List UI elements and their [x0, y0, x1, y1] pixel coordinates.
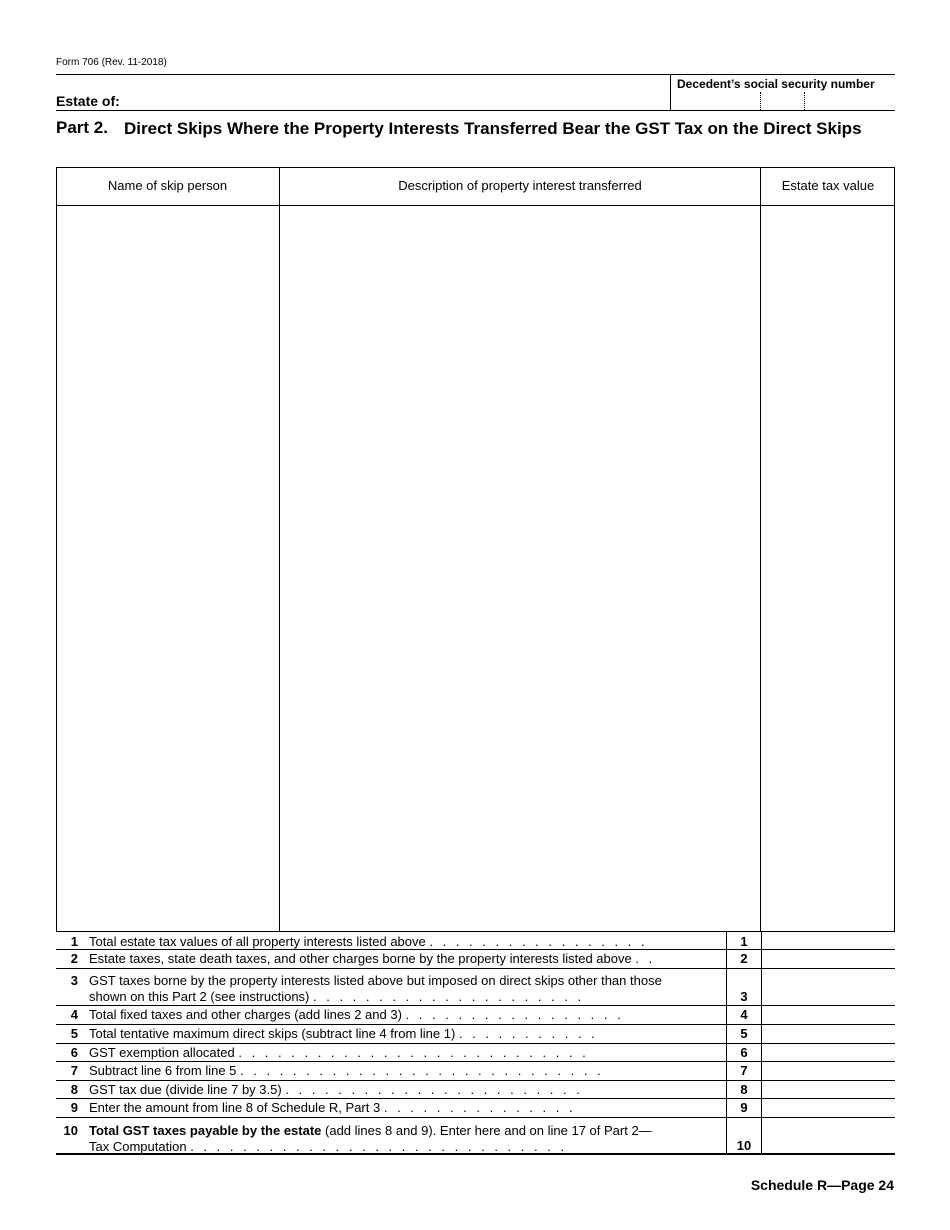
line-number: 10	[63, 1123, 78, 1138]
line-box: 9	[726, 1099, 762, 1117]
line-row	[56, 969, 895, 1006]
line-number: 9	[70, 1100, 78, 1115]
property-table	[56, 167, 895, 932]
line-box: 8	[726, 1081, 762, 1098]
line-8-amount[interactable]	[761, 1081, 895, 1098]
line-number: 1	[70, 934, 78, 949]
line-text: Total estate tax values of all property interests listed above . . . . . . . . . . . . . . . . .	[89, 934, 648, 949]
line-number: 4	[70, 1007, 78, 1022]
line-row	[56, 1062, 895, 1081]
line-row	[56, 1118, 895, 1155]
line-row	[56, 1099, 895, 1118]
page-footer: Schedule R—Page 24	[750, 1177, 894, 1193]
line-row	[56, 1006, 895, 1025]
column-header-estate-value: Estate tax value	[781, 178, 875, 193]
line-text: Total fixed taxes and other charges (add lines 2 and 3) . . . . . . . . . . . . . . . . .	[89, 1007, 624, 1022]
computation-lines	[56, 932, 895, 1155]
line-text: Subtract line 6 from line 5 . . . . . . . . . . . . . . . . . . . . . . . . . . . .	[89, 1063, 604, 1078]
line-9-amount[interactable]	[761, 1099, 895, 1117]
line-number: 2	[70, 951, 78, 966]
line-box: 7	[726, 1062, 762, 1080]
line-text: Total GST taxes payable by the estate (add lines 8 and 9). Enter here and on line 17 of Part 2— Tax Computation . . . . . . . . . . . . . . . . . . . . . . . . . . . . .	[89, 1123, 652, 1154]
line-number: 6	[70, 1045, 78, 1060]
line-4-amount[interactable]	[761, 1006, 895, 1024]
ssn-separator	[804, 92, 805, 110]
line-3-amount[interactable]	[761, 969, 895, 1005]
line-number: 8	[70, 1082, 78, 1097]
line-row	[56, 1081, 895, 1099]
line-5-amount[interactable]	[761, 1025, 895, 1043]
header-bottom-rule	[56, 110, 895, 111]
line-text: GST tax due (divide line 7 by 3.5) . . . . . . . . . . . . . . . . . . . . . . .	[89, 1082, 583, 1097]
line-row	[56, 932, 895, 950]
line-2-amount[interactable]	[761, 950, 895, 968]
line-text: Enter the amount from line 8 of Schedule R, Part 3 . . . . . . . . . . . . . . .	[89, 1100, 576, 1115]
estate-of-label: Estate of:	[56, 93, 120, 109]
form-id: Form 706 (Rev. 11-2018)	[56, 57, 167, 68]
line-row	[56, 950, 895, 969]
part-title: Direct Skips Where the Property Interests Transferred Bear the GST Tax on the Direct Skips	[124, 119, 862, 138]
table-header-rule	[56, 205, 895, 206]
line-box: 6	[726, 1044, 762, 1061]
line-text: GST exemption allocated . . . . . . . . . . . . . . . . . . . . . . . . . . .	[89, 1045, 589, 1060]
line-box: 3	[726, 969, 762, 1005]
line-number: 3	[70, 973, 78, 988]
column-divider	[279, 167, 280, 932]
line-text: GST taxes borne by the property interests listed above but imposed on direct skips other than those shown on this Part 2 (see instructions) . . . . . . . . . . . . . . . . . . . . .	[89, 973, 662, 1004]
ssn-label: Decedent’s social security number	[677, 77, 875, 91]
line-6-amount[interactable]	[761, 1044, 895, 1061]
line-number: 7	[70, 1063, 78, 1078]
line-row	[56, 1044, 895, 1062]
line-box: 4	[726, 1006, 762, 1024]
line-1-amount[interactable]	[761, 932, 895, 949]
line-row	[56, 1025, 895, 1044]
line-text: Total tentative maximum direct skips (subtract line 4 from line 1) . . . . . . . . . . .	[89, 1026, 598, 1041]
line-text: Estate taxes, state death taxes, and other charges borne by the property interests listed above . .	[89, 951, 656, 966]
line-box: 1	[726, 932, 762, 949]
line-box: 5	[726, 1025, 762, 1043]
line-box: 10	[726, 1118, 762, 1153]
line-10-amount[interactable]	[761, 1118, 895, 1153]
line-box: 2	[726, 950, 762, 968]
line-7-amount[interactable]	[761, 1062, 895, 1080]
part-label: Part 2.	[56, 118, 108, 137]
ssn-separator	[760, 92, 761, 110]
column-divider	[760, 167, 761, 932]
line-number: 5	[70, 1026, 78, 1041]
column-header-skip-person: Name of skip person	[107, 178, 228, 193]
column-header-description: Description of property interest transferred	[398, 178, 642, 193]
